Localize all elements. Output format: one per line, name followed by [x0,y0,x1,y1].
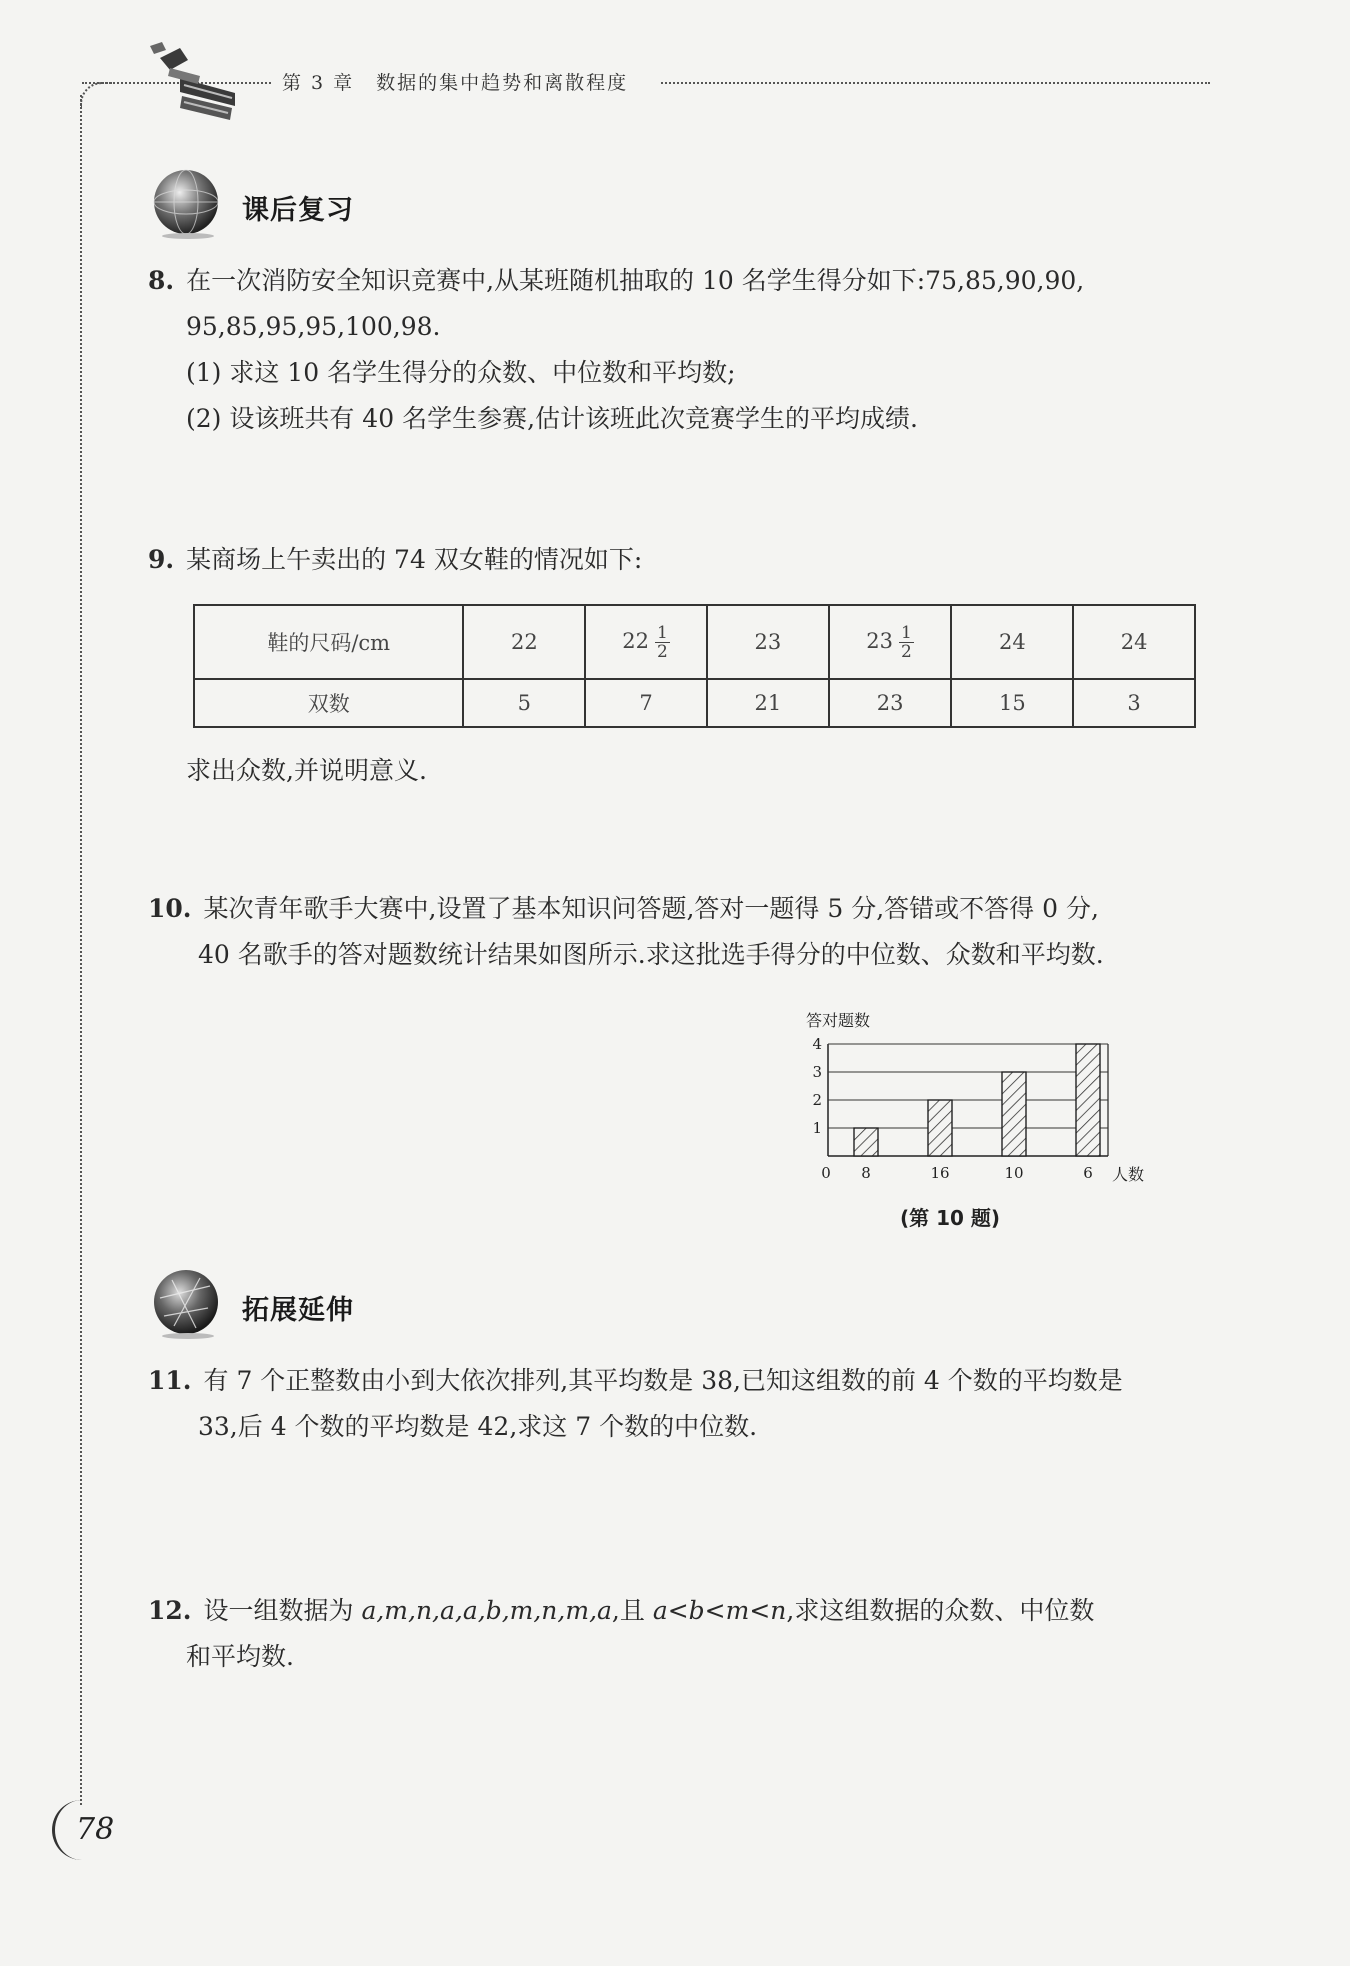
table-cell: 22 $\frac{1}{2}$ [585,605,707,679]
x-tick-label: 8 [861,1164,871,1182]
chart-bar [1002,1072,1026,1156]
chart-bar [928,1100,952,1156]
table-row [194,605,1195,679]
math-inequality: a<b<m<n [652,1596,787,1625]
chart-bar [1076,1044,1100,1156]
chapter-title: 数据的集中趋势和离散程度 [376,72,629,94]
globe-icon [150,168,222,240]
network-globe-icon [150,1268,222,1340]
chart-bar [854,1128,878,1156]
section-title-review: 课后复习 [242,195,354,226]
table-cell: 24 [1073,605,1195,679]
table-cell: 23 [829,679,952,727]
shoe-size-table [193,604,1196,728]
figure-caption: (第 10 题) [900,1206,1001,1230]
table-cell: 21 [707,679,829,727]
question-part-2: (2) 设该班共有 40 名学生参赛,估计该班此次竞赛学生的平均成绩. [186,404,918,433]
page-number [52,1800,115,1864]
question-text: 有 7 个正整数由小到大依次排列,其平均数是 38,已知这组数的前 4 个数的平均数是 [203,1366,1123,1395]
table-cell: 3 [1073,679,1195,727]
question-number: 8. [148,266,175,295]
question-11 [148,1358,1208,1450]
margin-dotted-line [80,95,82,1805]
question-text: 设一组数据为 [203,1596,362,1625]
table-cell: 5 [463,679,585,727]
page-number-text: 78 [76,1812,115,1847]
y-axis-label: 答对题数 [806,1011,871,1030]
question-8 [148,258,1208,442]
question-text: 某次青年歌手大赛中,设置了基本知识问答题,答对一题得 5 分,答错或不答得 0 分, [203,894,1099,923]
y-tick-label: 4 [812,1035,822,1053]
section-heading-extend [150,1268,450,1344]
question-text: 某商场上午卖出的 74 双女鞋的情况如下: [186,545,643,574]
question-number: 12. [148,1596,192,1625]
table-header-size: 鞋的尺码/cm [194,605,463,679]
x-tick-label: 6 [1083,1164,1093,1182]
question-text: 求出众数,并说明意义. [186,756,427,785]
table-cell: 7 [585,679,707,727]
running-header [272,68,660,98]
fraction: $\frac{1}{2}$ [901,622,912,662]
question-9 [148,537,1208,583]
table-cell: 15 [951,679,1073,727]
table-header-count: 双数 [194,679,463,727]
y-tick-label: 3 [812,1063,822,1081]
question-12 [148,1588,1208,1680]
header-corner [80,82,112,108]
question-text: 95,85,95,95,100,98. [186,312,441,341]
question-10 [148,886,1208,978]
question-text: 和平均数. [186,1642,294,1671]
book-stack-logo-icon [140,38,245,130]
question-number: 9. [148,545,175,574]
table-row [194,679,1195,727]
table-cell: 24 [951,605,1073,679]
question-text: ,且 [611,1596,653,1625]
section-title-extend: 拓展延伸 [242,1295,354,1326]
question-part-1: (1) 求这 10 名学生得分的众数、中位数和平均数; [186,358,736,387]
x-axis-label: 人数 [1112,1165,1145,1184]
question-text: 在一次消防安全知识竞赛中,从某班随机抽取的 10 名学生得分如下:75,85,90,90, [186,266,1085,295]
x-tick-label: 16 [930,1164,950,1182]
question-number: 10. [148,894,192,923]
table-cell: 23 [707,605,829,679]
table-cell: 22 [463,605,585,679]
section-heading-review [150,168,450,244]
fraction: $\frac{1}{2}$ [657,622,668,662]
origin-label: 0 [821,1164,831,1182]
y-tick-label: 2 [812,1091,822,1109]
x-tick-label: 10 [1004,1164,1024,1182]
question-9-followup [148,748,1208,794]
y-tick-label: 1 [812,1119,822,1137]
answer-count-bar-chart [790,1000,1210,1195]
question-number: 11. [148,1366,192,1395]
chapter-label: 第 3 章 [282,72,355,94]
table-cell: 23 $\frac{1}{2}$ [829,605,952,679]
question-text: 33,后 4 个数的平均数是 42,求这 7 个数的中位数. [198,1412,758,1441]
question-text: 40 名歌手的答对题数统计结果如图所示.求这批选手得分的中位数、众数和平均数. [198,940,1104,969]
math-variables: a,m,n,a,a,b,m,n,m,a [361,1596,612,1625]
question-text: ,求这组数据的众数、中位数 [786,1596,1095,1625]
